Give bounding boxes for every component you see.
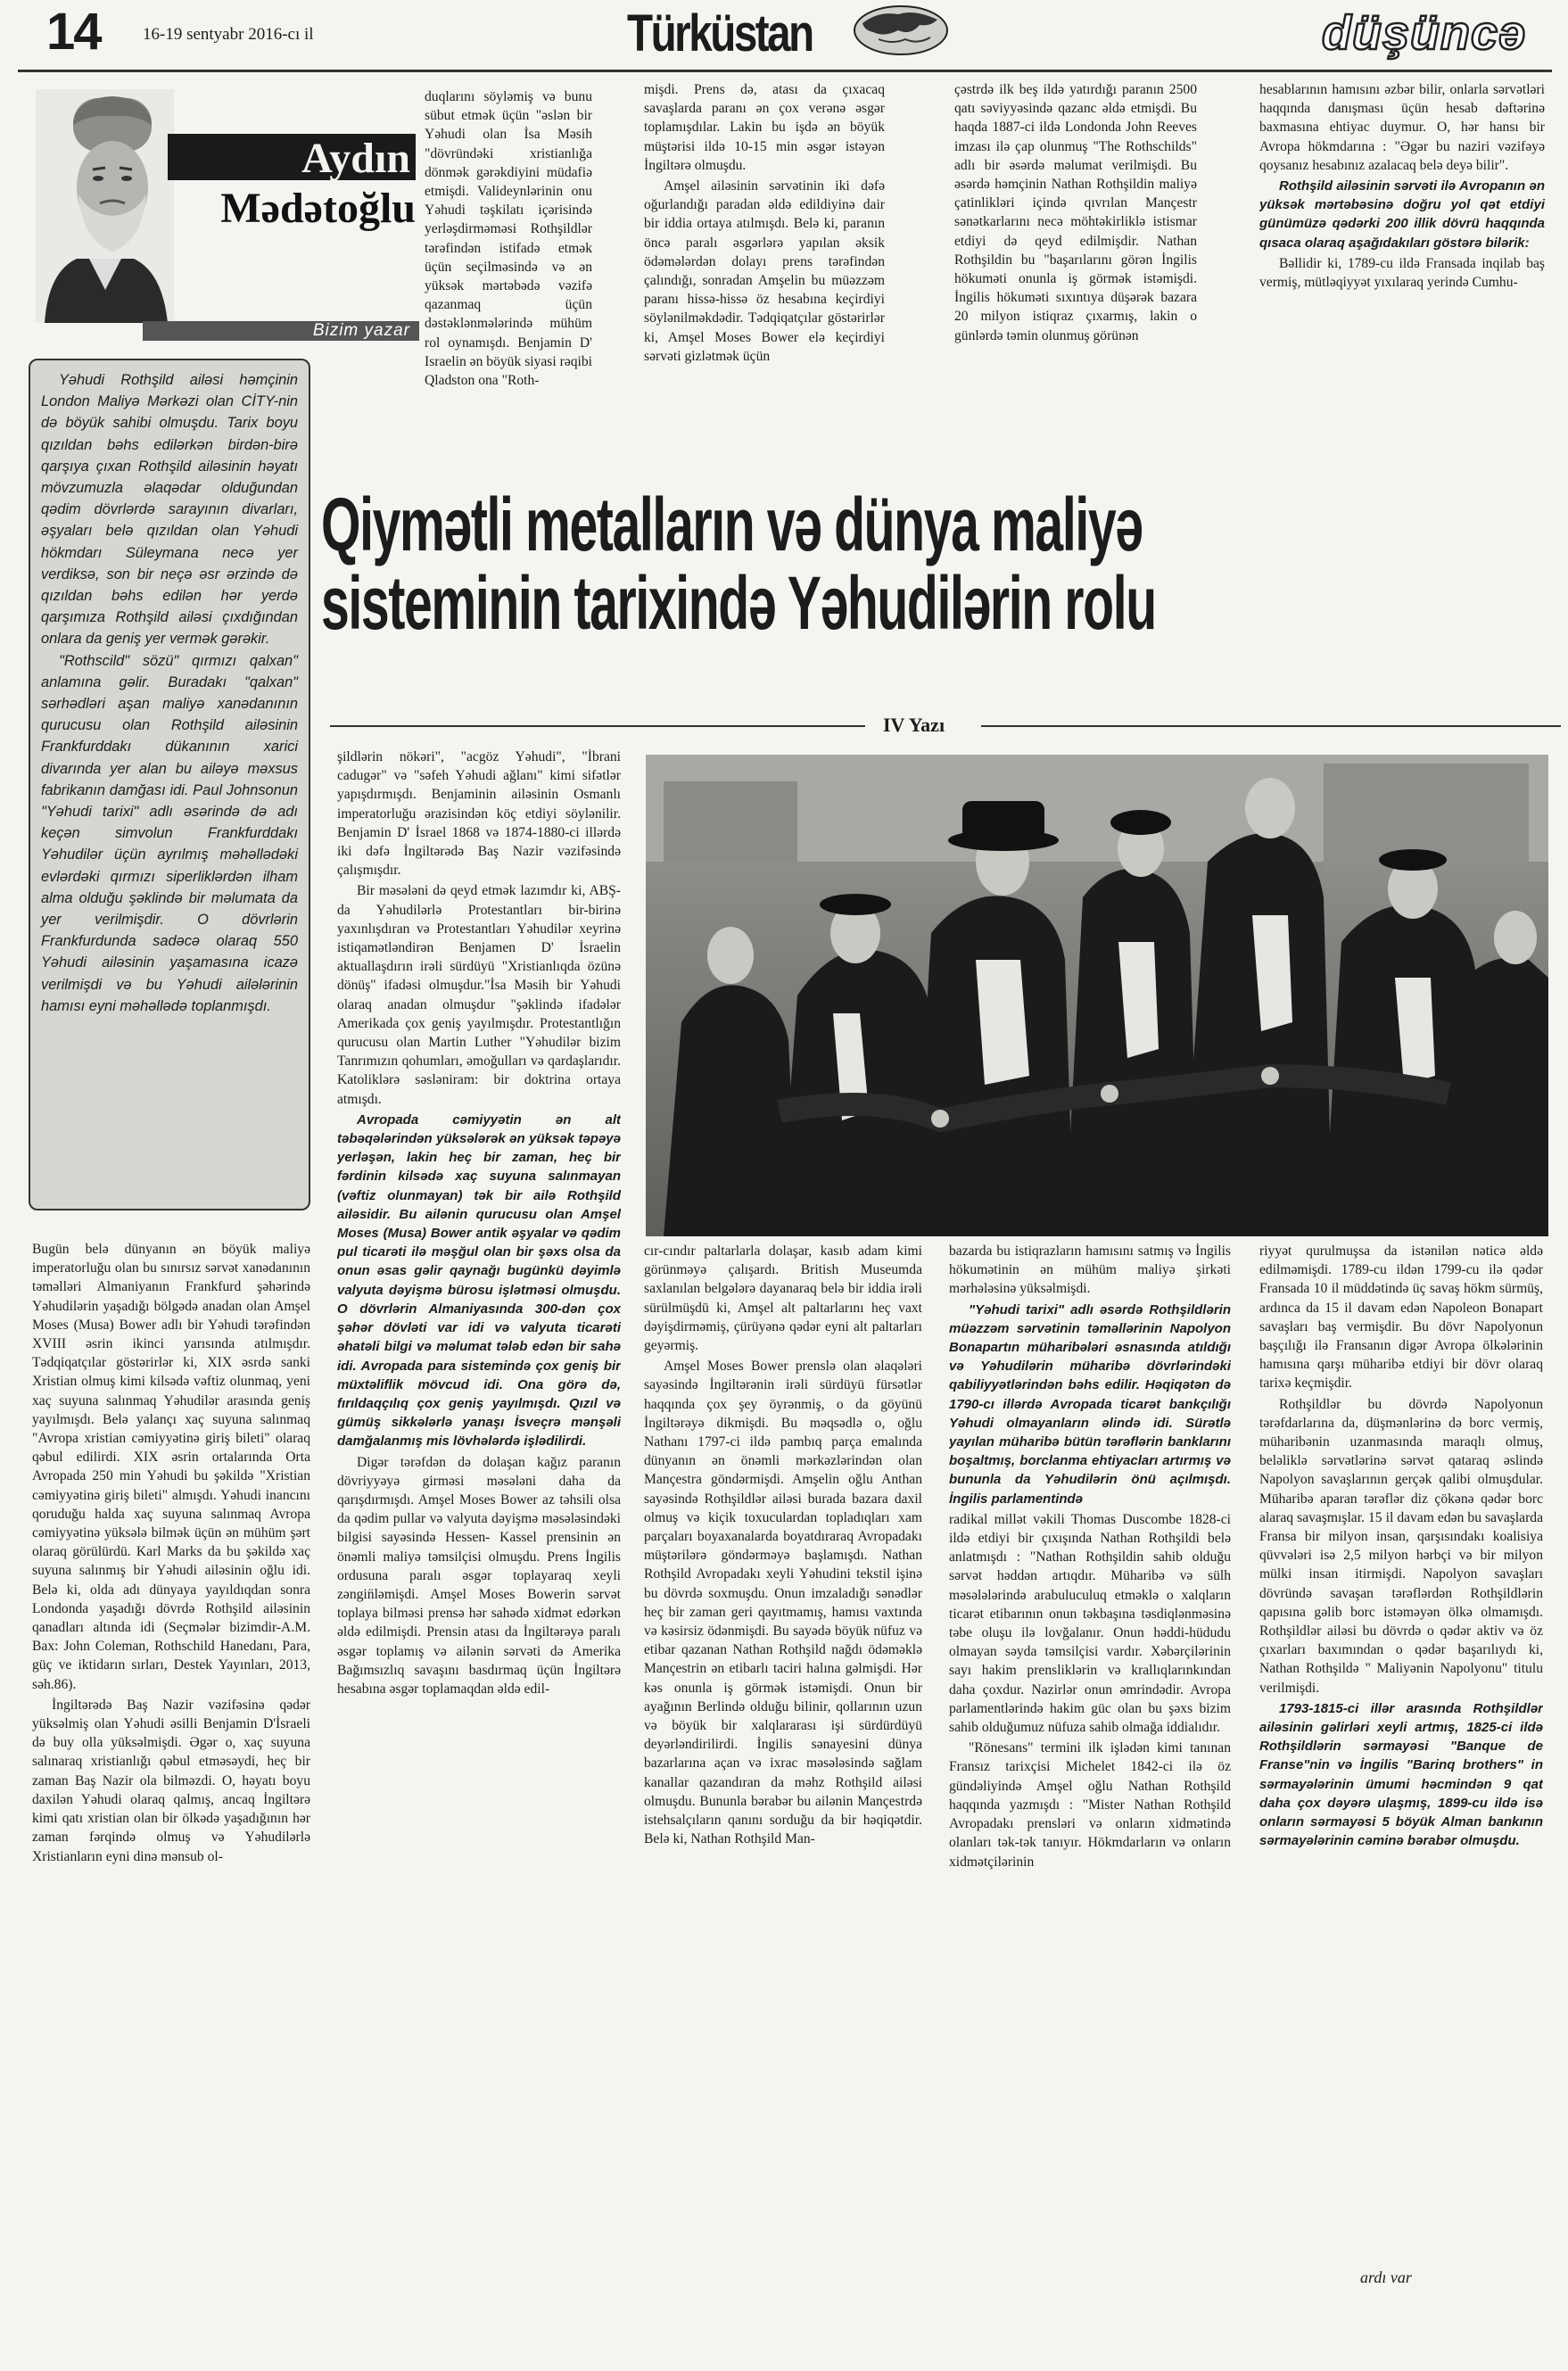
article-paragraph: bazarda bu istiqrazların hamısını satmış və İngilis hökumətinin ən mühüm maliyə şirkəti mərhələsinə yüksəlmişdi. <box>949 1243 1231 1297</box>
article-paragraph: Avropada cəmiyyətin ən alt təbəqələrindən yüksələrək ən yüksək təpəyə yerləşən, lakin heç bir zaman, heç bir fərdinin kilsədə xaç suyuna salınmayan (vəftiz olunmayan) tək bir ailə Rothşild ailəsidir. Bu ailənin qurucusu olan Amşel Moses (Musa) Bower antik əşyalar və qədim pul ticarəti ilə məşğul olan bir şəxs olsa da onun əsas gəlir qaynağı bugünkü dəyimlə valyuta dəyişmə bürosu işlətməsi olmuşdu. O dövrlərin Almaniyasında 300-dən çox şəhər dövləti var idi və valyuta ticarəti əhatəli bilgi və məlumat tələb edən bir sahə idi. Avropada para sistemində çox geniş bir müxtəliflik mövcud idi. Ona görə də, fırıldaqçılıq çox geniş yayılmışdı. Qızıl və gümüş sikkələrlə yanaşı İsveçrə mənşəli damğalanmış mis lövhələrdə işlədilirdi. <box>337 1111 621 1450</box>
divider <box>330 725 865 727</box>
article-paragraph: Bugün belə dünyanın ən böyük maliyə imperatorluğu olan bu sınırsız sərvət xanədanının təməlləri Almaniyanın Frankfurd şəhərində Yəhudilərin yaşadığı bölgədə anadan olan Amşel Moses (Musa) Bower adlı bir Yəhudi tərəfindən XVIII əsrin ikinci yarısında atılmışdır. Tədqiqatçılar göstərirlər ki, XIX əsrdə sanki Xristian olmuş kimi kilsədə vəftiz olunmaq, yeni xaç suyuna salınmaq Yəhudilər arasında geniş yayılmışdı. Belə yalançı xaç suyuna salınmaq "Avropa xristian cəmiyyətinə giriş bileti" olaraq qəbul edilirdi. XIX əsrin ortalarında Orta Avropada 250 min Yəhudi bu şəkildə "Xristian cəmiyyətinə giriş bileti" almışdı. Yəhudi inancını qoruduğu halda xaç suyuna salınmaq Avropa cəmiyyətinə yüksələ bilmək üçün ən mühüm şərt olaraq görülürdü. Karl Marks da bu şəkildə xaç suyuna salınmış bir Yəhudi ailəsinin oğlu idi. Belə ki, olda adı dünyaya yayıldıqdan sonra Londonda yaşadığı dövrdə Rothşild ailəsinin qanadları altında idi (Seçmələr bizimdir-A.M. Bax: John Coleman, Rothschild Hanedanı, Para, güç ve iktidarın sırları, Destek Yayınları, 2013, səh.86). <box>32 1242 310 1692</box>
author-photo <box>36 89 174 323</box>
article-paragraph: Amşel ailəsinin sərvətinin iki dəfə oğurlandığı paradan əldə edildiyinə dair bir iddia ortaya atılmışdı. Belə ki, paranın öncə paralı əsgərlərə yapılan əksik ödəmələrdən dolayı prens tərəfindən çalındığı, sonradan Amşelin bu müəzzəm paranı hissə-hissə öz hesabına keçirdiyi söylənilməkdədir. Tədqiqatçılar göstərirlər ki, Amşel Moses Bower elə keçirdiyi sərvəti gizlətmək üçün <box>644 178 885 364</box>
article-paragraph: radikal millət vəkili Thomas Duscombe 1828-ci ildə etdiyi bir çıxışında Nathan Rothşildi belə anlatmışdı : "Nathan Rothşildin sahib olduğu sərvət həddən artıqdır. Müharibə və sülh məsələlərində arabuluculuq etməklə o xalqların ticarət etibarının onun təkbaşına təsdiqlənməsinə təbe oluşu ilə lovğalanır. Onun həddi-hüdudu olmayan səyda təmsilçisi vardır. Xəbərçilərinin sayı hakim prensliklərin və krallıqlarınkından daha çoxdur. Nazirlər onun əmrindədir. Avropa parlamentlərində hakim güc olan bu şəxs bizim sahib olduğumuz nüfuza sahib olmağa iddialıdır. <box>949 1511 1231 1736</box>
author-first-name: Aydın <box>301 135 410 182</box>
article-paragraph: cır-cındır paltarlarla dolaşar, kasıb adam kimi görünməyə çalışardı. British Museumda saxlanılan belgələrə dayanaraq belə bir iddia irəli sürülmüşdü ki, Amşel alt paltarlarını heç vaxt dəyişdirməmiş, çürüyənə qədər eyni alt paltarları geyərmiş. <box>644 1243 922 1354</box>
header-divider <box>18 70 1552 72</box>
article-column-2-top <box>425 87 592 471</box>
article-column-3 <box>644 1242 922 2276</box>
article-paragraph: şildlərin nökəri", "acgöz Yəhudi", "İbrani cadugər" və "səfeh Yəhudi ağlanı" kimi sifətlər yapışdırmışdı. Benjaminin ailəsinin Osmanlı imperatorluğu ərazisindən köç etdiyi söylənilir. Benjamin D' İsrael 1868 və 1874-1880-ci illərdə iki dəfə İngiltərədə Baş Nazir vəzifəsində çalışmışdır. <box>337 749 621 879</box>
article-paragraph: duqlarını söyləmiş və bunu sübut etmək üçün "əslən bir Yəhudi olan İsa Məsih "dövründəki xristianlığa dönmək gərəkdiyini müdafiə etmişdi. Valideynlərinin onu Yəhudi təşkilatı içərisində yerləşdirməməsi Rothşildlər tərəfindən istifadə etmək üçün seçilməsində və ən yüksək mərtəbədə vəzifə qazanmaq üçün dəstəklənmələrində mühüm rol oynamışdı. Benjamin D' Israelin ən böyük siyasi rəqibi Qladston ona "Roth- <box>425 89 592 389</box>
author-last-name: Mədətoğlu <box>220 185 416 232</box>
article-paragraph: mişdi. Prens də, atası da çıxacaq savaşlarda paranı ən çox verənə əsgər toplamışdılar. Lakin bu işdə ən böyük müştərisi ildə 10-15 min əsgər istəyən İngiltərə olmuşdu. <box>644 82 885 173</box>
page-number: 14 <box>46 3 101 61</box>
article-column-1 <box>32 1240 310 2275</box>
article-column-4-top <box>954 80 1197 473</box>
article-column-5 <box>1259 1242 1543 2259</box>
article-paragraph: "Yəhudi tarixi" adlı əsərdə Rothşildlərin müəzzəm sərvətinin təməllərinin Napolyon Bonapartın müharibələri əsnasında atıldığı və Yəhudilərin müharibə dövrlərindəki qabiliyyətlərindən bəhs edilir. Həqiqətən də 1790-cı illərdə Avropada ticarət bankçılığı Yəhudi olmayanların əlində idi. Sürətlə yayılan müharibə bütün tərəflərin banklarını boşaltmış, borclanma ehtiyacları artırmış və bununla da Yəhudilərin önü açılmışdı. İngilis parlamentində <box>949 1301 1231 1507</box>
article-column-2 <box>337 748 621 2275</box>
author-role-label: Bizim yazar <box>143 321 419 341</box>
article-photo <box>646 755 1548 1236</box>
article-paragraph: Amşel Moses Bower prenslə olan əlaqələri sayəsində İngiltərənin irəli sürdüyü fürsətlər haqqında çox şey öyrənmiş, o da göyünü İngiltərəyə dikmişdi. Bu məqsədlə o, oğlu Nathanı 1797-ci ildə pambıq parça emalında dünyanın ən önəmli mərkəzlərindən olan Mançestra göndərmişdi. Amşelin oğlu Anthan sayəsində Rothşildlər ailəsi burada bazara daxil olmuş və kiçik toxuculardan topladıqları xam parçaları boyaxanalarda boyatdıraraq Avropadakı müştərilərə göndərməyə başlamışdı. Nathan Rothşild Avropadakı xeyli Yəhudini tekstil işinə bu dövrdə soxmuşdu. Onun imzaladığı sənədlər heç bir zaman geri qayıtmamış, hamısı vaxtında və kəsirsiz ödənmişdi. Bu sayədə böyük nüfuz və etibar qazanan Nathan Rothşild nağdı ödəməklə Mançestrin ən etibarlı taciri halına gəlmişdi. Hər kəs onunla iş görmək istəmişdi. Onun bir ayağının Berlində olduğu bilinir, qollarının uzun və böyük bir xalqlararası işi sürdürdüyü deyərləndirilirdi. İngilis sənayesini dünya bazarlarına açan və ixrac məsələsində sağlam kanallar qazandıran da məhz Rothşild ailəsi olmuşdu. Bununla bərabər bu ailənin Mançestrdə istehsalçıların qanını sorduğu da bir həqiqətdir. Belə ki, Nathan Rothşild Man- <box>644 1359 922 1847</box>
issue-date: 16-19 sentyabr 2016-cı il <box>143 25 314 44</box>
intro-box <box>29 359 310 1210</box>
article-paragraph: Bir məsələni də qeyd etmək lazımdır ki, ABŞ-da Yəhudilərlə Protestantları bir-birinə yaxınlışdıran və Protestantları Yəhudilər xeyrinə istiqamətləndirən Benjamen D' İsraelin aktuallaşdırın irəli sürdüyü "Xristianlıqda özünə dönüş" ifadəsi olmuşdur."İsa Məsih bir Yəhudi olaraq anadan olmuşdur "şəklində ifadələr Amerikada çox geniş yayılmışdır. Protestantlığın qurucusu olan Martin Luther "Yəhudilər bizim Tanrımızın qohumları, əmoğulları və qardaşlarıdır. Katoliklərə səsləniram: bir doktrina ortaya atmışdı. <box>337 883 621 1107</box>
article-paragraph: hesablarının hamısını əzbər bilir, onlarla sərvətləri haqqında danışması üçün hesab dəftərinə baxmasına ehtiyac duymur. O, hər hansı bir Avropa hökmdarına : "Əgər bu naziri vəzifəyə qoysanız hesabınız azalacaq belə deyə bilir". <box>1259 82 1545 173</box>
article-paragraph: Rothşildlər bu dövrdə Napolyonun tərəfdarlarına da, düşmənlərinə də borc vermiş, müharibənin uzanmasında maraqlı olmuş, beləliklə sərvətlərinə sərvət qataraq əslində Napolyon savaşlarının gerçək qalibi olmuşdular. Müharibə aparan tərəflər diz çökənə qədər borc alaraq savaşmışlar. 15 il davam edən bu savaşlarda Fransa bir milyon insan, qarşısındakı koalisiya qüvvələri isə 2,5 milyon hərbçi və bir milyon mülki insan itirmişdi. Napolyon savaşları dövründə savaşan tərəflərdən Rothşildlərin qapısına gəlib borc istəməyən ölkə olmamışdı. Rothşildlər ailəsi bu dövrdə o qədər aktiv və öz çıxarları baxımından o qədər başarılıydı ki, Nathan Rothşildə " Maliyənin Napolyonu" titulu verilmişdi. <box>1259 1396 1543 1696</box>
article-column-3-top <box>644 80 885 473</box>
article-paragraph: riyyət qurulmuşsa da istənilən nəticə əldə edilməmişdi. 1789-cu ildən 1799-cu ilə qədər Fransada 10 il müddətində üç savaş hökm sürmüş, ardınca da 15 il davam edən Napoleon Bonapart savaşları baş vermişdir. Bu dövr Napolyonun başçılığı ilə Fransanın digər Avropa ölkələrinin hamısına qarşı müharibə etdiyi bir dövr olaraq tarixə keçmişdir. <box>1259 1243 1543 1392</box>
section-title: düşüncə <box>1322 6 1527 60</box>
article-paragraph: Bəllidir ki, 1789-cu ildə Fransada inqilab baş vermiş, mütləqiyyət yıxılaraq yerində Cumhu- <box>1259 255 1545 291</box>
article-paragraph: 1793-1815-ci illər arasında Rothşildlər ailəsinin gəlirləri xeyli artmış, 1825-ci ildə Rothşildlərin sərmayəsi "Banque de Franse"nin və İngilis "Barinq brothers" in sərmayələrinin ümumi həcmindən 9 qat daha çox dəyərə ulaşmış, 1899-cu ildə isə onların sərmayəsi 5 böyük Alman bankının sərmayələrinin cəminə bərabər olmuşdu. <box>1259 1700 1543 1849</box>
article-paragraph: çəstrdə ilk beş ildə yatırdığı paranın 2500 qatı səviyyəsində qazanc əldə etmişdi. Bu haqda 1887-ci ildə Londonda John Reeves imzası ilə çap olunmuş "The Rothschilds" adlı bir əsərdə məlumat verilmişdi. Bu əsərdə həmçinin Nathan Rothşildin maliyə çatinlikləri içində qıvrılan Mançestr sənətkarlarını necə möhtəkirliklə istismar etdiyi də qeyd edilmişdir. Nathan Rothşildin bu "başarılarını görən İngilis hökuməti onunla iş görmək istəmişdi. İngilis hökuməti sıxıntıya düşərək bazara 20 milyon istiqraz çıxarmış, lakin o günlərdə təmin olunmuş görünən <box>954 82 1197 343</box>
divider <box>981 725 1561 727</box>
intro-paragraph: Yəhudi Rothşild ailəsi həmçinin London Maliyə Mərkəzi olan CİTY-nin də böyük sahibi olmuşdu. Tarix boyu qızıldan bəhs edilərkən birdən-birə qarşıya çıxan Rothşild ailəsinin həyatı mövzumuzla əlaqədar olduğundan qədim dövrlərdə sarayının divarları, əşyaları belə qızıldan olan Yəhudi hökmdarı Süleymana necə yer verdiksə, son bir neçə əsr ərzində də qızıldan bəhs edilən hər yerdə qarşımıza Rothşild ailəsi çıxdığından onlara da geniş yer vermək gərəkir. <box>41 372 298 648</box>
headline-line-1: Qiymətli metalların və dünya maliyə <box>321 483 1143 566</box>
headline-line-2: sisteminin tarixində Yəhudilərin rolu <box>321 561 1156 645</box>
article-paragraph: Digər tərəfdən də dolaşan kağız paranın dövriyyəyə girməsi məsələni daha da qarışdırmışdı. Amşel Moses Bower az təhsili olsa da qədim pullar və valyuta dəyişmə məsələsindəki bilgisi sayəsində Hessen- Kassel prensinin ən önəmli maliyə təmsilçisi olmuşdu. Prens İngilis ordusuna paralı əsgər toplayaraq xeyli zəngin̈ləmişdi. Amşel Moses Bowerin sərvət toplaya bilməsi prensə hər sahədə xidmət edərkən əldə edilmişdi. Prensin atası da İngiltərəyə paralı əsgər toplamış və ailənin sərvəti də Amerika Bağımsızlıq savaşını basdırmaq üçün İngiltərə hesabına əsgər toplamaqdan əldə edil- <box>337 1454 621 1697</box>
article-paragraph: İngiltərədə Baş Nazir vəzifəsinə qədər yüksəlmiş olan Yəhudi əsilli Benjamin D'İsraeli də buy olla yüksəlmişdi. Əgər o, xaç suyuna salınaraq xristianlığı qəbul etməsəydi, heç bir zaman Baş Nazir ola bilməzdi. O, həyatı boyu daxilən Yəhudi olaraq qalmış, ancaq İngiltərə kimi qatı xristian olan bir ölkədə yaşadığının hər zaman fərqində olmuş və Yəhudilərlə Xristianların eyni dinə mənsub ol- <box>32 1697 310 1864</box>
headline <box>321 483 1164 645</box>
article-column-5-top <box>1259 80 1545 473</box>
article-paragraph: "Rönesans" termini ilk işlədən kimi tanınan Fransız tarixçisi Michelet 1842-ci ilə öz gündəliyində Amşel oğlu Nathan Rothşild haqqında yazmışdı : "Mister Nathan Rothşild Avropadakı prensləri və onların xidmətində olanları tək-tək tanıyır. Hökmdarların və onların xidmətçilərinin <box>949 1740 1231 1870</box>
article-paragraph: Rothşild ailəsinin sərvəti ilə Avropanın ən yüksək mərtəbəsinə doğru yol qət etdiyi günümüzə qədərki 200 illik dövrü haqqında qısaca olaraq aşağıdakıları göstərə bilərik: <box>1259 178 1545 251</box>
globe-map-icon <box>852 4 950 57</box>
newspaper-masthead: Türküstan <box>627 4 813 62</box>
part-label: IV Yazı <box>883 714 945 736</box>
article-column-4 <box>949 1242 1231 2276</box>
intro-paragraph: "Rothscild" sözü" qırmızı qalxan" anlamına gəlir. Buradakı "qalxan" sərhədləri aşan maliyə xanədanının qurucusu olan Rothşild ailəsinin Frankfurddakı dükanının xarici divarında yer alan bu ailəyə məxsus fabrikanın damğası idi. Paul Johnsonun "Yəhudi tarixi" adlı əsərində də adı keçən simvolun Frankfurddakı Yəhudilər üçün ayrılmış məhəllədəki evlərdəki qırmızı siperliklərdən ilham alma olduğu şəklində bir məlumata da yer verilmişdir. O dövrlərin Frankfurdunda sadəcə olaraq 550 Yəhudi ailəsinin yaşamasına icazə verilmişdi və bu Yəhudi ailələrinin hamısı eyni məhəllədə toplanmışdı. <box>41 652 298 1014</box>
continued-label: ardı var <box>1360 2268 1412 2286</box>
